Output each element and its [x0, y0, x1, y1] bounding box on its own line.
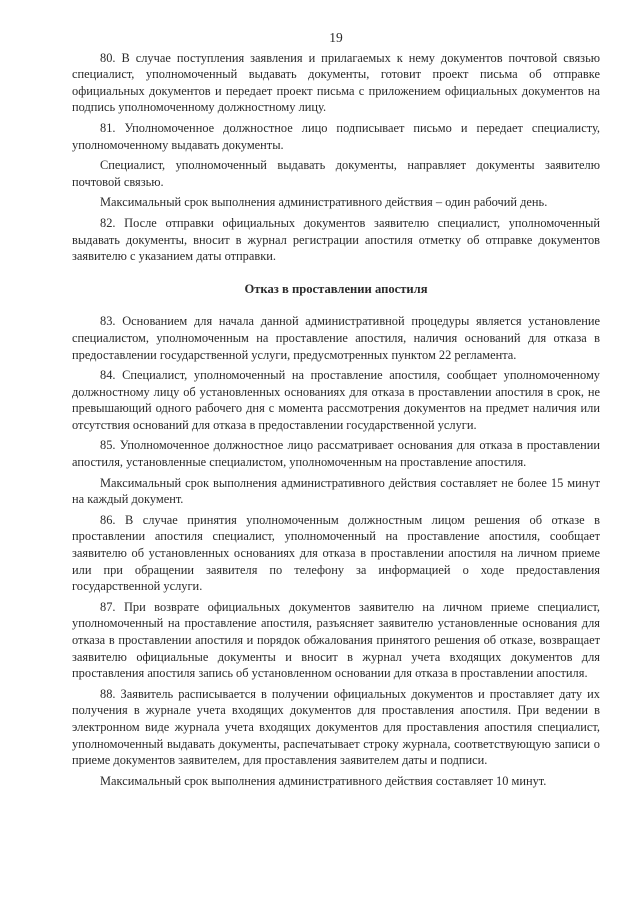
page-number: 19	[329, 30, 343, 45]
paragraph-85: 85. Уполномоченное должностное лицо рассматривает основания для отказа в проставлении апостиля, установленные специалистом, уполномоченным на проставление апостиля.	[72, 438, 600, 470]
paragraph-80: 80. В случае поступления заявления и прилагаемых к нему документов почтовой связью специалист, уполномоченный выдавать документы, готовит проект письма об отправке официальных документов и передает проект письма с приложением официальных документов на подпись уполномоченному должностному лицу.	[72, 50, 600, 115]
paragraph-87: 87. При возврате официальных документов заявителю на личном приеме специалист, уполномоченный на проставление апостиля, разъясняет заявителю установленные основания для отказа в проставлении апостиля и порядок обжалования принятого решения об отказе, возвращает заявителю официальные документы и вносит в журнал учета входящих документов для проставления апостиля запись об установленном основании для отказа в проставлении апостиля.	[72, 599, 600, 681]
paragraph-83: 83. Основанием для начала данной административной процедуры является установление специалистом, уполномоченным на проставление апостиля, наличия оснований для отказа в предоставлении государственной услуги, предусмотренных пунктом 22 регламента.	[72, 314, 600, 362]
paragraph-85-deadline: Максимальный срок выполнения административного действия составляет не более 15 минут на каждый документ.	[72, 475, 600, 507]
paragraph-86: 86. В случае принятия уполномоченным должностным лицом решения об отказе в проставлении апостиля специалист, уполномоченный на проставление апостиля, сообщает заявителю об установленных основаниях для отказа в проставлении апостиля на личном приеме или при обращении заявителя по телефону за информацией о ходе предоставления государственной услуги.	[72, 512, 600, 594]
paragraph-84: 84. Специалист, уполномоченный на проставление апостиля, сообщает уполномоченному должностному лицу об установленных основаниях для отказа в проставлении апостиля в срок, не превышающий одного рабочего дня с момента рассмотрения документов на предмет наличия или отсутствия оснований для отказа в предоставлении государственной услуги.	[72, 368, 600, 432]
section-apostille-refusal	[72, 313, 600, 789]
paragraph-81: 81. Уполномоченное должностное лицо подписывает письмо и передает специалисту, уполномоченному выдавать документы.	[72, 120, 600, 152]
paragraph-81-send: Специалист, уполномоченный выдавать документы, направляет документы заявителю почтовой связью.	[72, 158, 600, 189]
section-heading: Отказ в проставлении апостиля	[244, 281, 428, 296]
section-apostille-dispatch	[72, 50, 600, 265]
paragraph-82: 82. После отправки официальных документов заявителю специалист, уполномоченный выдавать документы, вносит в журнал регистрации апостиля отметку об отправке документов заявителю с указанием даты отправки.	[72, 215, 600, 264]
document-page	[72, 30, 600, 890]
paragraph-88-deadline: Максимальный срок выполнения административного действия составляет 10 минут.	[100, 773, 547, 788]
paragraph-81-deadline: Максимальный срок выполнения административного действия – один рабочий день.	[100, 195, 548, 210]
paragraph-88: 88. Заявитель расписывается в получении официальных документов и проставляет дату их получения в журнале учета входящих документов для проставления апостиля. При ведении в электронном виде журнала учета входящих документов для проставления апостиля специалист, уполномоченный выдавать документы, распечатывает строку журнала, соответствующую записи о приеме документов заявителем, для проставления заявителем даты и подписи.	[72, 686, 600, 768]
